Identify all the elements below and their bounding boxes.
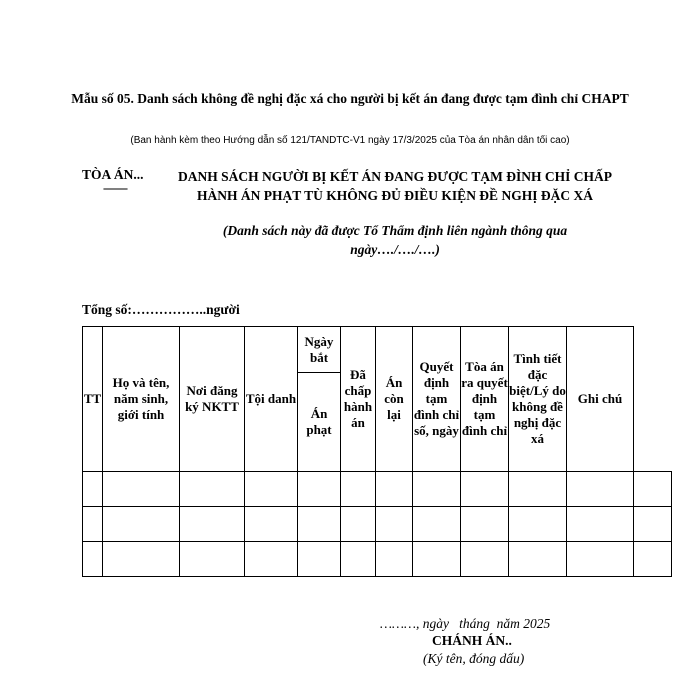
issuance-note: (Ban hành kèm theo Hướng dẫn số 121/TANDTC-V1 ngày 17/3/2025 của Tòa án nhân dân tối cao) [130, 135, 570, 146]
table-cell [567, 542, 634, 577]
table-cell [567, 507, 634, 542]
table-cell [180, 507, 245, 542]
total-count-line: Tổng số:……………..người [82, 302, 240, 317]
signature-title: CHÁNH ÁN.. [432, 633, 512, 648]
table-cell [298, 472, 341, 507]
signature-date-line: ………, ngày tháng năm 2025 [380, 616, 551, 631]
col-header-residence: Nơi đăng ký NKTT [180, 327, 245, 472]
table-cell [180, 472, 245, 507]
table-cell [83, 472, 103, 507]
form-title: Mẫu số 05. Danh sách không đề nghị đặc xá cho người bị kết án đang được tạm đình chỉ CHAPT [71, 91, 629, 106]
table-cell [103, 507, 180, 542]
table-cell [509, 472, 567, 507]
col-header-reason: Tình tiết đặc biệt/Lý do không đề nghị đặc xá [509, 327, 567, 472]
col-header-note: Ghi chú [567, 327, 634, 472]
table-cell [567, 472, 634, 507]
table-cell [245, 542, 298, 577]
table-cell [341, 542, 376, 577]
table-cell [509, 507, 567, 542]
table-cell [245, 507, 298, 542]
table-cell [180, 542, 245, 577]
table-cell [376, 507, 413, 542]
table-header-row [83, 327, 672, 373]
table-cell [341, 472, 376, 507]
table-cell [461, 472, 509, 507]
table-cell [376, 542, 413, 577]
signature-note: (Ký tên, đóng dấu) [423, 651, 525, 666]
table-cell [413, 542, 461, 577]
col-header-decision: Quyết định tạm đình chỉ số, ngày [413, 327, 461, 472]
table-cell [376, 472, 413, 507]
col-header-crime: Tội danh [245, 327, 298, 472]
table-row [83, 507, 672, 542]
table-cell [634, 542, 672, 577]
table-cell [413, 472, 461, 507]
col-header-arrest-date: Ngày bắt [298, 327, 341, 373]
table-cell [103, 472, 180, 507]
table-cell [103, 542, 180, 577]
table-body [83, 472, 672, 577]
table-cell [461, 507, 509, 542]
col-header-court-decided: Tòa án ra quyết định tạm đình chỉ [461, 327, 509, 472]
court-underline: -------- [103, 181, 127, 195]
table-row [83, 542, 672, 577]
table-cell [245, 472, 298, 507]
table-cell [341, 507, 376, 542]
list-table [82, 326, 672, 577]
col-header-remaining: Án còn lại [376, 327, 413, 472]
table-cell [298, 542, 341, 577]
court-label: TÒA ÁN... [82, 167, 144, 182]
col-header-served: Đã chấp hành án [341, 327, 376, 472]
list-subheading: (Danh sách này đã được Tổ Thẩm định liên ngành thông qua ngày…./…./….) [222, 223, 568, 257]
col-header-name: Họ và tên, năm sinh, giới tính [103, 327, 180, 472]
table-row [83, 472, 672, 507]
list-heading: DANH SÁCH NGƯỜI BỊ KẾT ÁN ĐANG ĐƯỢC TẠM ĐÌNH CHỈ CHẤP HÀNH ÁN PHẠT TÙ KHÔNG ĐỦ ĐIỀU KIỆN ĐỀ NGHỊ ĐẶC XÁ [178, 169, 612, 203]
col-header-tt: TT [83, 327, 103, 472]
table-cell [298, 507, 341, 542]
table-cell [509, 542, 567, 577]
table-cell [634, 507, 672, 542]
table-cell [413, 507, 461, 542]
table-cell [83, 542, 103, 577]
col-header-sentence: Án phạt [298, 373, 341, 472]
table-cell [461, 542, 509, 577]
table-cell [83, 507, 103, 542]
table-cell [634, 472, 672, 507]
